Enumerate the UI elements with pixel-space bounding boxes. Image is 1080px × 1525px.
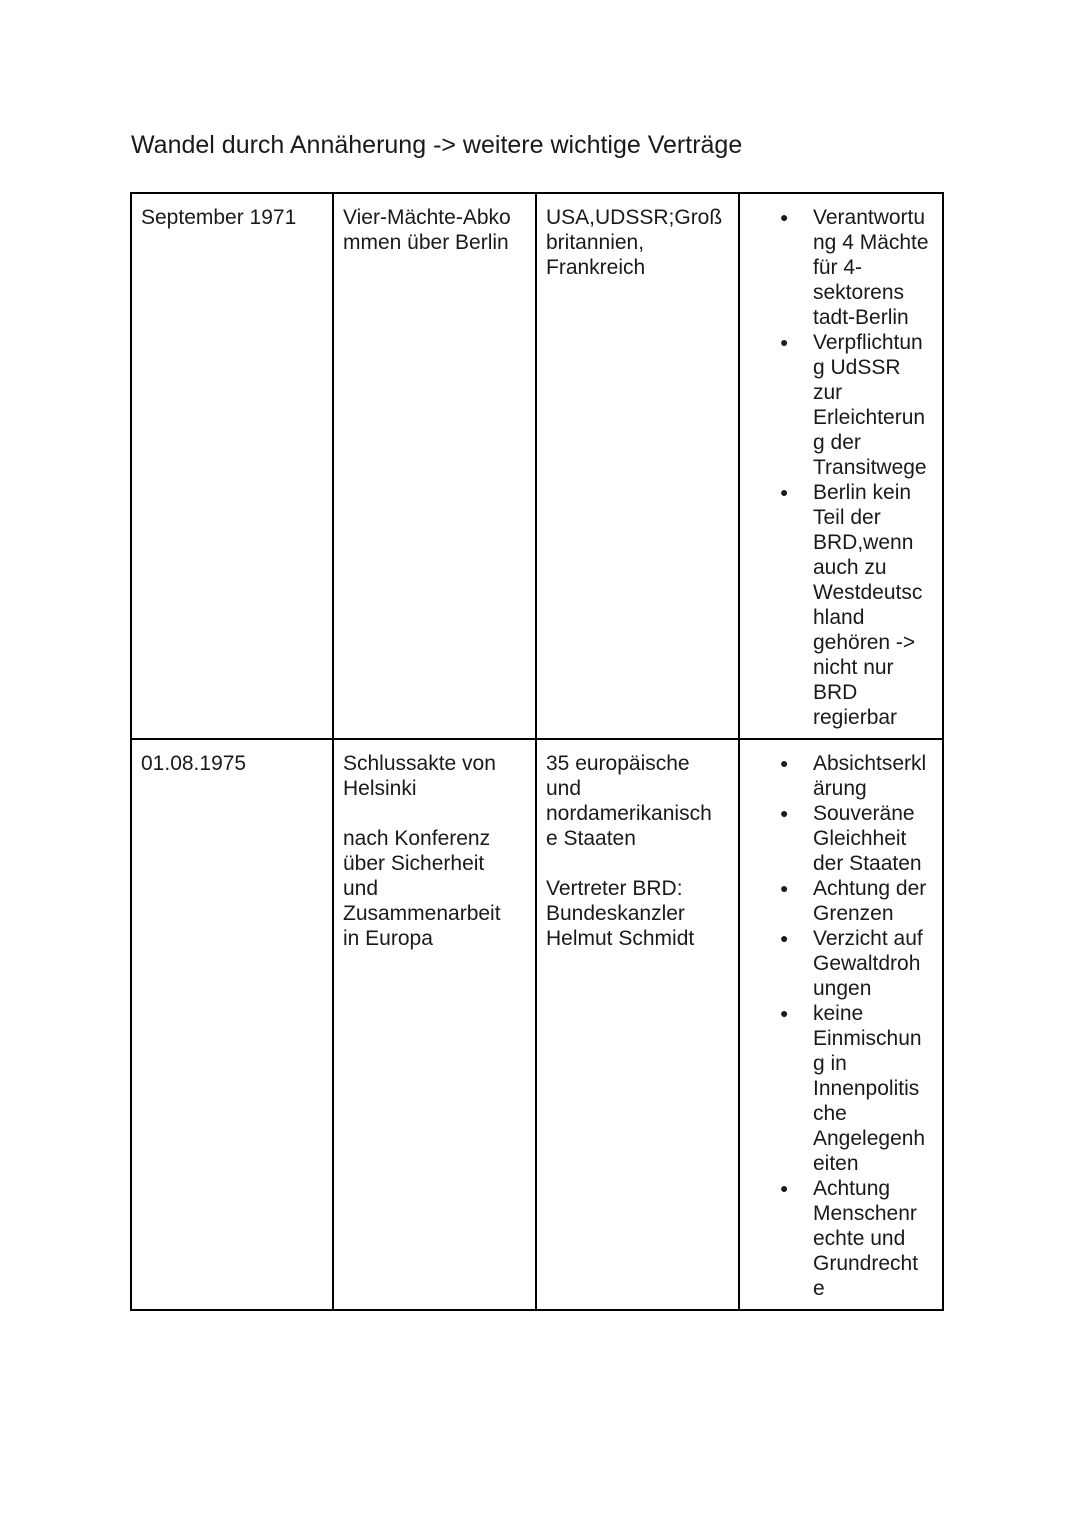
list-item: ● Berlin kein Teil der BRD,wenn auch zu Westdeutsc hland gehören -> nicht nur BRD regierbar bbox=[813, 480, 934, 730]
date-text: September 1971 bbox=[141, 206, 297, 229]
page-title: Wandel durch Annäherung -> weitere wichtige Verträge bbox=[131, 131, 743, 159]
agreement-line: Schlussakte von bbox=[343, 752, 496, 775]
parties-line: 35 europäische bbox=[546, 752, 690, 775]
parties-line: Helmut Schmidt bbox=[546, 927, 695, 950]
date-cell bbox=[131, 193, 333, 739]
list-item: ● Achtung der Grenzen bbox=[813, 876, 934, 926]
agreement-line: nach Konferenz bbox=[343, 827, 491, 850]
parties-cell bbox=[536, 193, 739, 739]
points-list bbox=[749, 751, 934, 1301]
list-item: ● Souveräne Gleichheit der Staaten bbox=[813, 801, 934, 876]
parties-line: nordamerikanisch bbox=[546, 802, 712, 825]
parties-line: USA,UDSSR;Groß bbox=[546, 206, 723, 229]
parties-line: britannien, bbox=[546, 231, 645, 254]
points-cell bbox=[739, 193, 943, 739]
agreement-line: Helsinki bbox=[343, 777, 417, 800]
agreement-line: und bbox=[343, 877, 379, 900]
parties-line: Vertreter BRD: bbox=[546, 877, 683, 900]
parties-line: Bundeskanzler bbox=[546, 902, 685, 925]
list-item: ● Verpflichtun g UdSSR zur Erleichterun g der Transitwege bbox=[813, 330, 934, 480]
date-cell bbox=[131, 739, 333, 1310]
agreement-line: mmen über Berlin bbox=[343, 231, 509, 254]
agreement-line: in Europa bbox=[343, 927, 433, 950]
parties-line: Frankreich bbox=[546, 256, 646, 279]
date-text: 01.08.1975 bbox=[141, 752, 247, 775]
table-row bbox=[131, 739, 943, 1310]
parties-line bbox=[546, 851, 730, 876]
list-item: ● Verzicht auf Gewaltdroh ungen bbox=[813, 926, 934, 1001]
list-item: ● Verantwortu ng 4 Mächte für 4-sektorens tadt-Berlin bbox=[813, 205, 934, 330]
list-item: ● Absichtserkl ärung bbox=[813, 751, 934, 801]
agreement-line bbox=[343, 801, 527, 826]
agreement-line: über Sicherheit bbox=[343, 852, 485, 875]
list-item: ● keine Einmischun g in Innenpolitis che Angelegenh eiten bbox=[813, 1001, 934, 1176]
agreement-line: Vier-Mächte-Abko bbox=[343, 206, 511, 229]
agreement-line: Zusammenarbeit bbox=[343, 902, 501, 925]
parties-cell bbox=[536, 739, 739, 1310]
parties-line: und bbox=[546, 777, 582, 800]
list-item: ● Achtung Menschenr echte und Grundrecht e bbox=[813, 1176, 934, 1301]
points-list bbox=[749, 205, 934, 730]
parties-line: e Staaten bbox=[546, 827, 636, 850]
agreement-cell bbox=[333, 193, 536, 739]
points-cell bbox=[739, 739, 943, 1310]
agreement-cell bbox=[333, 739, 536, 1310]
table-row bbox=[131, 193, 943, 739]
treaty-table bbox=[130, 192, 944, 1311]
